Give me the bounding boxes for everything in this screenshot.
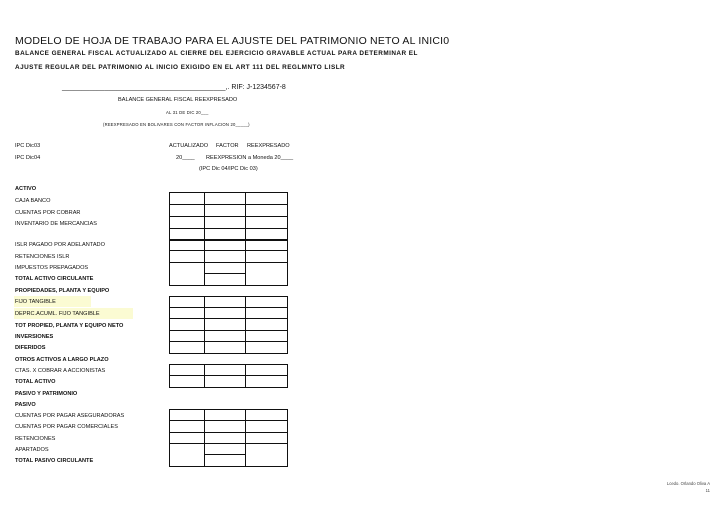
label-pasivo-patrimonio: PASIVO Y PATRIMONIO	[15, 391, 78, 397]
reexpresado-line: (REEXPRESADO EN BOLIVARES CON FACTOR INFLACION 20_____)	[103, 122, 250, 127]
grid-rowline	[169, 250, 287, 251]
label-retenciones: RETENCIONES	[15, 436, 56, 442]
ipc-year: 20____	[176, 155, 195, 161]
label-total-pasivo-circulante: TOTAL PASIVO CIRCULANTE	[15, 458, 94, 464]
label-ctas-pagar-aseguradoras: CUENTAS POR PAGAR ASEGURADORAS	[15, 413, 125, 419]
footer-page-number: 11	[705, 488, 710, 493]
label-activo: ACTIVO	[15, 186, 37, 192]
date-line: AL 31 DE DIC 20___	[166, 110, 209, 115]
label-tot-propied: TOT PROPIED, PLANTA Y EQUIPO NETO	[15, 323, 124, 329]
label-diferidos: DIFERIDOS	[15, 345, 46, 351]
grid-pasivo	[169, 409, 288, 467]
label-ctas-pagar-comerciales: CUENTAS POR PAGAR COMERCIALES	[15, 424, 118, 430]
grid-divider	[204, 296, 205, 353]
grid-rowline	[169, 318, 287, 319]
factor-formula: (IPC Dic 04/IPC Dic 03)	[199, 166, 258, 172]
grid-rowline	[169, 432, 287, 433]
grid-rowline	[169, 330, 287, 331]
subtitle-line-2: AJUSTE REGULAR DEL PATRIMONIO AL INICIO EXIGIDO EN EL ART 111 DEL REGLMNTO LISLR	[15, 64, 346, 71]
grid-rowline	[169, 262, 287, 263]
label-total-activo-circulante: TOTAL ACTIVO CIRCULANTE	[15, 276, 94, 282]
label-inventario: INVENTARIO DE MERCANCIAS	[15, 221, 97, 227]
col-factor: FACTOR	[216, 143, 239, 149]
grid-divider	[245, 296, 246, 353]
ipc-dic04-label: IPC Dic04	[15, 155, 41, 161]
rif-line: __________________________________________,. RIF: J-1234567-8	[62, 84, 286, 91]
label-islr-pagado: ISLR PAGADO POR ADELANTADO	[15, 242, 105, 248]
grid-rowline	[169, 375, 287, 376]
label-impuestos-prepagados: IMPUESTOS PREPAGADOS	[15, 265, 89, 271]
ipc-dic03-label: IPC Dic03	[15, 143, 41, 149]
reexpresion-label: REEXPRESION a Moneda 20____	[206, 155, 294, 161]
col-actualizado: ACTUALIZADO	[169, 143, 209, 149]
balance-title: BALANCE GENERAL FISCAL REEXPRESADO	[118, 97, 238, 103]
label-ctas-cobrar-accionistas: CTAS. X COBRAR A ACCIONISTAS	[15, 368, 106, 374]
label-apartados: APARTADOS	[15, 447, 49, 453]
document-title: MODELO DE HOJA DE TRABAJO PARA EL AJUSTE DEL PATRIMONIO NETO AL INICI0	[15, 35, 450, 47]
grid-propiedades	[169, 296, 288, 354]
grid-rowline	[169, 307, 287, 308]
grid-otros-activos	[169, 364, 288, 388]
grid-rowline	[169, 341, 287, 342]
grid-rowline	[169, 443, 287, 444]
grid-divider	[245, 409, 246, 466]
grid-rowline	[169, 216, 287, 217]
label-propiedades: PROPIEDADES, PLANTA Y EQUIPO	[15, 288, 110, 294]
label-retenciones-islr: RETENCIONES ISLR	[15, 254, 70, 260]
label-inversiones: INVERSIONES	[15, 334, 54, 340]
footer-author: Lcedo. Orlando Oliva A	[666, 481, 710, 486]
label-total-activo: TOTAL ACTIVO	[15, 379, 56, 385]
label-deprc-acuml: DEPRC.ACUML. FIJO TANGIBLE	[15, 311, 100, 317]
label-otros-activos: OTROS ACTIVOS A LARGO PLAZO	[15, 357, 109, 363]
label-caja-banco: CAJA BANCO	[15, 198, 51, 204]
grid-rowline	[169, 420, 287, 421]
col-reexpresado: REEXPRESADO	[247, 143, 290, 149]
grid-rowline	[204, 273, 245, 274]
label-fijo-tangible: FIJO TANGIBLE	[15, 299, 56, 305]
grid-divider	[204, 409, 205, 466]
grid-rowline	[204, 454, 245, 455]
grid-rowline	[169, 204, 287, 205]
label-cuentas-por-cobrar: CUENTAS POR COBRAR	[15, 210, 81, 216]
subtitle-line-1: BALANCE GENERAL FISCAL ACTUALIZADO AL CIERRE DEL EJERCICIO GRAVABLE ACTUAL PARA DETERMINAR EL	[15, 50, 418, 57]
label-pasivo: PASIVO	[15, 402, 36, 408]
grid-rowline	[169, 228, 287, 229]
